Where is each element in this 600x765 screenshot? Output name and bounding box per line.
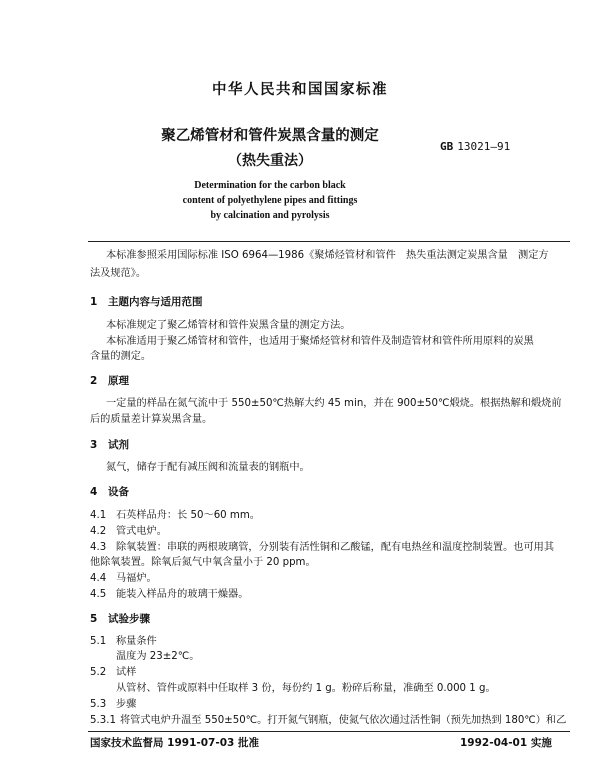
english-title-line: by calcination and pyrolysis [210, 210, 330, 221]
paragraph: 氮气，储存于配有减压阀和流量表的钢瓶中。 [106, 462, 310, 473]
section-number: 3 [90, 439, 98, 451]
item-text: 试样 [116, 667, 137, 678]
section-heading [90, 294, 203, 309]
paragraph: 含量的测定。 [90, 351, 152, 362]
item-number: 4.5 [90, 589, 107, 600]
item-continuation: 从管材、管件或原料中任取样 3 份，每份约 1 g。粉碎后称量，准确至 0.000 1 g。 [116, 683, 496, 694]
item-continuation: 他除氧装置。除氧后氮气中氧含量小于 20 ppm。 [90, 557, 316, 568]
item-text: 称量条件 [116, 636, 157, 647]
item-text: 能装入样品舟的玻璃干燥器。 [116, 589, 249, 600]
national-standard-header: 中华人民共和国国家标准 [212, 82, 388, 98]
intro-text: 本标准参照采用国际标准 ISO 6964—1986《聚烯烃管材和管件 热失重法测定炭黑含量 测定方 [106, 250, 549, 261]
list-item [90, 524, 167, 539]
section-number: 4 [90, 486, 98, 498]
item-number: 5.3 [90, 699, 107, 710]
section-title: 设备 [108, 486, 129, 498]
item-text: 除氧装置：串联的两根玻璃管，分别装有活性铜和乙酸锰，配有电热丝和温度控制装置。也可用其 [116, 542, 555, 553]
section-number: 2 [90, 375, 98, 387]
item-text: 步骤 [116, 699, 137, 710]
list-item [90, 571, 157, 586]
section-heading [90, 611, 150, 626]
english-title-line: content of polyethylene pipes and fittings [182, 195, 358, 206]
footer-divider [88, 731, 570, 732]
paragraph: 一定量的样品在氮气流中于 550±50℃热解大约 45 min，并在 900±50℃煅烧。根据热解和煅烧前 [106, 398, 562, 409]
header-divider [88, 241, 570, 242]
list-item [90, 665, 136, 680]
item-text: 将管式电炉升温至 550±50℃。打开氮气钢瓶，使氮气依次通过活性铜（预先加热到 180℃）和乙 [120, 715, 567, 726]
paragraph: 本标准规定了聚乙烯管材和管件炭黑含量的测定方法。 [106, 320, 351, 331]
list-item [90, 697, 136, 712]
standard-code: 13021—91 [457, 140, 511, 153]
document-subtitle: （热失重法） [228, 153, 312, 169]
item-continuation: 温度为 23±2℃。 [116, 651, 200, 662]
list-item [90, 634, 157, 649]
list-item [90, 587, 248, 602]
item-number: 4.2 [90, 526, 107, 537]
list-item [90, 508, 260, 523]
section-number: 1 [90, 296, 98, 308]
section-title: 主题内容与适用范围 [108, 296, 203, 308]
paragraph: 后的质量差计算炭黑含量。 [90, 414, 213, 425]
document-title: 聚乙烯管材和管件炭黑含量的测定 [161, 128, 379, 144]
item-text: 石英样品舟：长 50～60 mm。 [116, 510, 260, 521]
section-title: 试剂 [108, 439, 129, 451]
standard-prefix: GB [440, 140, 454, 153]
item-number: 5.2 [90, 667, 107, 678]
item-number: 4.3 [90, 542, 107, 553]
approval-date: 国家技术监督局 1991-07-03 批准 [90, 737, 259, 749]
item-text: 马福炉。 [116, 573, 157, 584]
section-heading [90, 373, 129, 388]
section-title: 原理 [108, 375, 129, 387]
intro-text: 法及规范》。 [90, 268, 147, 279]
item-number: 5.3.1 [90, 715, 116, 726]
effective-date: 1992-04-01 实施 [460, 737, 552, 749]
item-text: 管式电炉。 [116, 526, 167, 537]
list-item [90, 713, 566, 728]
list-item [90, 540, 554, 555]
section-title: 试验步骤 [108, 613, 150, 625]
section-heading [90, 437, 129, 452]
english-title-line: Determination for the carbon black [194, 180, 346, 191]
section-number: 5 [90, 613, 98, 625]
item-number: 5.1 [90, 636, 107, 647]
item-number: 4.4 [90, 573, 107, 584]
standard-number [440, 140, 510, 153]
paragraph: 本标准适用于聚乙烯管材和管件，也适用于聚烯烃管材和管件及制造管材和管件所用原料的炭黑 [106, 336, 534, 347]
section-heading [90, 484, 129, 499]
item-number: 4.1 [90, 510, 107, 521]
